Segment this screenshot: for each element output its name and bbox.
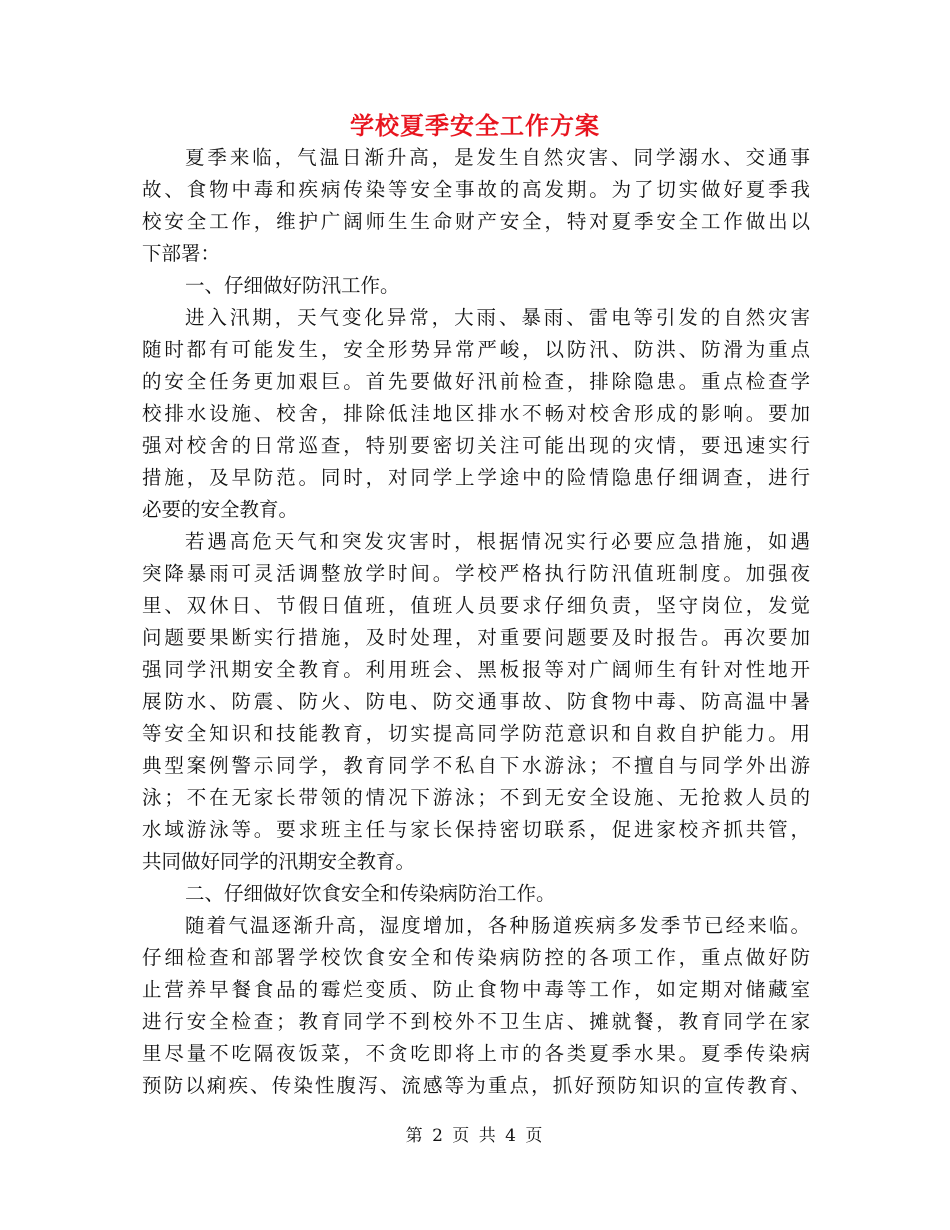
body-line: 进行安全检查；教育同学不到校外不卫生店、摊就餐，教育同学在家 xyxy=(142,1010,810,1033)
document-title: 学校夏季安全工作方案 xyxy=(350,111,600,140)
body-line: 进入汛期，天气变化异常，大雨、暴雨、雷电等引发的自然灾害 xyxy=(185,306,810,329)
body-line: 里尽量不吃隔夜饭菜，不贪吃即将上市的各类夏季水果。夏季传染病 xyxy=(142,1042,810,1065)
body-line: 典型案例警示同学，教育同学不私自下水游泳；不擅自与同学外出游 xyxy=(142,754,810,777)
body-line: 校安全工作，维护广阔师生生命财产安全，特对夏季安全工作做出以 xyxy=(142,210,810,233)
body-line: 若遇高危天气和突发灾害时，根据情况实行必要应急措施，如遇 xyxy=(185,530,810,553)
body-line: 泳；不在无家长带领的情况下游泳；不到无安全设施、无抢救人员的 xyxy=(142,786,810,809)
body-line: 夏季来临，气温日渐升高，是发生自然灾害、同学溺水、交通事 xyxy=(185,146,810,169)
body-line: 仔细检查和部署学校饮食安全和传染病防控的各项工作，重点做好防 xyxy=(142,946,810,969)
body-line: 必要的安全教育。 xyxy=(142,498,299,521)
body-line: 强对校舍的日常巡查，特别要密切关注可能出现的灾情，要迅速实行 xyxy=(142,434,810,457)
page-number-footer: 第 2 页 共 4 页 xyxy=(405,1126,545,1146)
body-line: 随着气温逐渐升高，湿度增加，各种肠道疾病多发季节已经来临。 xyxy=(185,914,810,937)
body-line: 一、仔细做好防汛工作。 xyxy=(185,274,400,297)
body-line: 突降暴雨可灵活调整放学时间。学校严格执行防汛值班制度。加强夜 xyxy=(142,562,810,585)
body-line: 下部署： xyxy=(142,242,221,265)
body-line: 问题要果断实行措施，及时处理，对重要问题要及时报告。再次要加 xyxy=(142,626,810,649)
body-line: 水域游泳等。要求班主任与家长保持密切联系，促进家校齐抓共管， xyxy=(142,818,810,841)
body-line: 里、双休日、节假日值班，值班人员要求仔细负责，坚守岗位，发觉 xyxy=(142,594,810,617)
body-line: 的安全任务更加艰巨。首先要做好汛前检查，排除隐患。重点检查学 xyxy=(142,370,810,393)
body-line: 展防水、防震、防火、防电、防交通事故、防食物中毒、防高温中暑 xyxy=(142,690,810,713)
body-line: 共同做好同学的汛期安全教育。 xyxy=(142,850,416,873)
body-line: 二、仔细做好饮食安全和传染病防治工作。 xyxy=(185,882,556,905)
document-body xyxy=(142,142,810,1102)
body-line: 等安全知识和技能教育，切实提高同学防范意识和自救自护能力。用 xyxy=(142,722,810,745)
body-line: 措施，及早防范。同时，对同学上学途中的险情隐患仔细调查，进行 xyxy=(142,466,810,489)
body-line: 故、食物中毒和疾病传染等安全事故的高发期。为了切实做好夏季我 xyxy=(142,178,810,201)
body-line: 校排水设施、校舍，排除低洼地区排水不畅对校舍形成的影响。要加 xyxy=(142,402,810,425)
body-line: 预防以痢疾、传染性腹泻、流感等为重点，抓好预防知识的宣传教育、 xyxy=(142,1074,810,1097)
body-line: 随时都有可能发生，安全形势异常严峻，以防汛、防洪、防滑为重点 xyxy=(142,338,810,361)
body-line: 止营养早餐食品的霉烂变质、防止食物中毒等工作，如定期对储藏室 xyxy=(142,978,810,1001)
body-line: 强同学汛期安全教育。利用班会、黑板报等对广阔师生有针对性地开 xyxy=(142,658,810,681)
